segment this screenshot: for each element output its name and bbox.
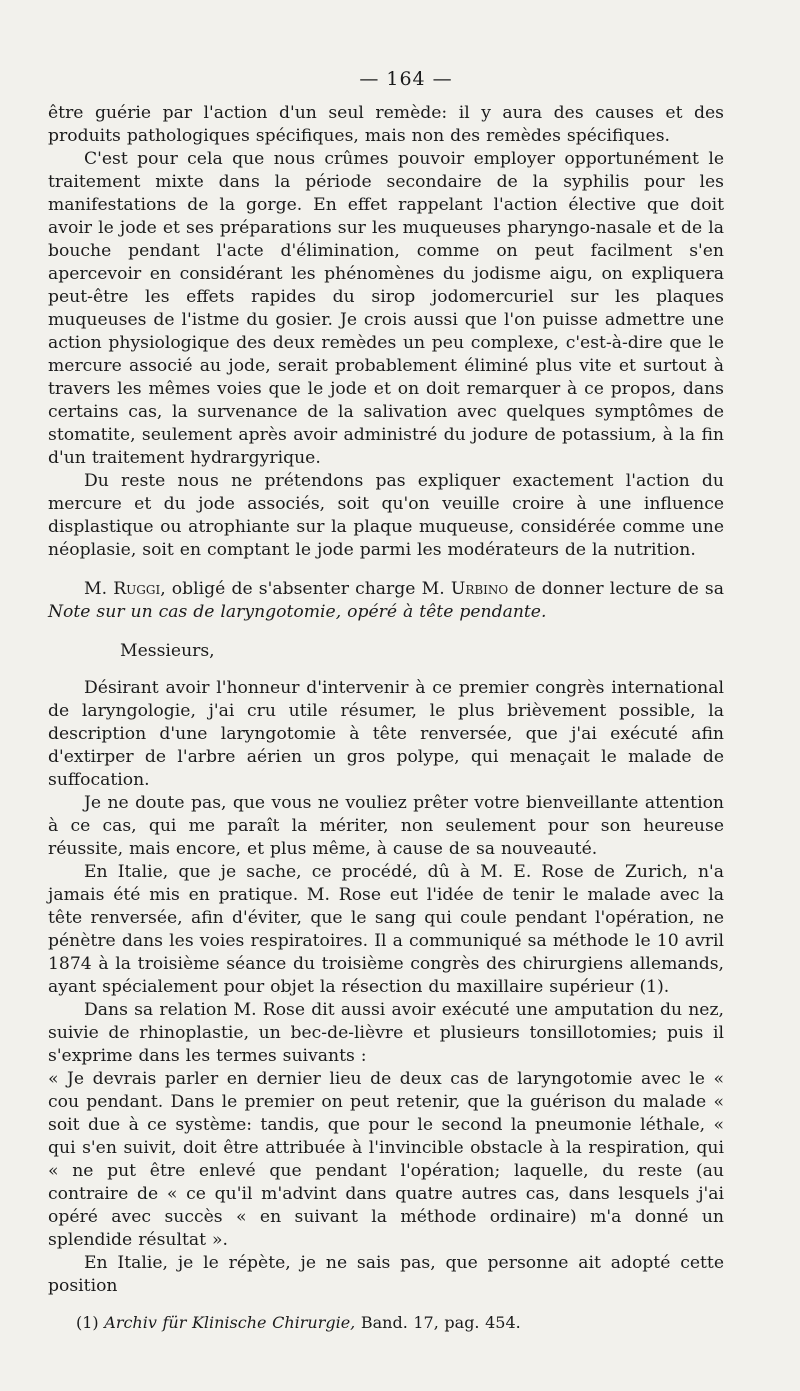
paragraph-mercury-iodine: Du reste nous ne prétendons pas expliquer exactement l'action du mercure et du jode associés, soit qu'on veuille croire à une influence displastique ou atrophiante sur la plaque muqueuse, considérée comme une néoplasie, soit en comptant le jode parmi les modérateurs de la nutrition. <box>48 471 724 560</box>
paragraph-mixed-treatment: C'est pour cela que nous crûmes pouvoir employer opportunément le traitement mixte dans la période secondaire de la syphilis pour les manifestations de la gorge. En effet rappelant l'action élective que doit avoir le jode et ses préparations sur les muqueuses pharyngo-nasale et de la bouche pendant l'acte d'élimination, comme on peut facilment s'en apercevoir en considérant les phénomènes du jodisme aigu, on expliquera peut-être les effets rapides du sirop jodomercuriel sur les plaques muqueuses de l'istme du gosier. Je crois aussi que l'on puisse admettre une action physiologique des deux remèdes un peu complexe, c'est-à-dire que le mercure associé au jode, serait probablement éliminé plus vite et surtout à travers les mêmes voies que le jode et on doit remarquer à ce propos, dans certains cas, la survenance de la salivation avec quelques symptômes de stomatite, seulement après avoir administré du jodure de potassium, à la fin d'un traitement hydrargyrique. <box>48 149 724 468</box>
salutation: Messieurs, <box>120 641 215 661</box>
announcement-suffix: de donner lecture de sa <box>508 579 724 599</box>
paragraph-intro: Désirant avoir l'honneur d'intervenir à ce premier congrès international de laryngologie, j'ai cru utile résumer, le plus brièvement possible, la description d'une laryngotomie à tête renversée, que j'ai exécuté afin d'extirper de l'arbre aérien un gros polype, qui menaçait le malade de suffocation. <box>48 678 724 790</box>
paragraph-rose-method: En Italie, que je sache, ce procédé, dû à M. E. Rose de Zurich, n'a jamais été mis en pratique. M. Rose eut l'idée de tenir le malade avec la tête renversée, afin d'éviter, que le sang qui coule pendant l'opération, ne pénètre dans les voies respiratoires. Il a communiqué sa méthode le 10 avril 1874 à la troisième séance du troisième congrès des chirurgiens allemands, ayant spécialement pour objet la résection du maxillaire supérieur (1). <box>48 862 724 997</box>
announcement-middle: , obligé de s'absenter charge M. <box>160 579 445 599</box>
paragraph-closing: En Italie, je le répète, je ne sais pas, que personne ait adopté cette position <box>48 1253 724 1296</box>
quoted-passage: « Je devrais parler en dernier lieu de deux cas de laryngotomie avec le « cou pendant. Dans le premier on peut retenir, que la guérison du malade « soit due à ce système: tandis, que pour le second la pneumonie léthale, « qui s'en suivit, doit être attribuée à l'invincible obstacle à la respiration, qui « ne put être enlevé que pendant l'opération; laquelle, du reste (au contraire de « ce qu'il m'advint dans quatre autres cas, dans lesquels j'ai opéré avec succès « en suivant la méthode ordinaire) m'a donné un splendide résultat ». <box>48 1069 724 1250</box>
reader-name: Urbino <box>450 579 509 599</box>
announcement-prefix: M. <box>84 579 108 599</box>
footnote-journal: Archiv für Klinische Chirurgie, <box>104 1313 356 1332</box>
announcement <box>48 578 724 624</box>
paragraph-rose-relation: Dans sa relation M. Rose dit aussi avoir exécuté une amputation du nez, suivie de rhinoplastie, un bec-de-lièvre et plusieurs tonsillotomies; puis il s'exprime dans les termes suivants : <box>48 1000 724 1066</box>
note-title: Note sur un cas de laryngotomie, opéré à tête pendante. <box>48 602 547 622</box>
paragraph-continued: être guérie par l'action d'un seul remède: il y aura des causes et des produits pathologiques spécifiques, mais non des remèdes spécifiques. <box>48 103 724 146</box>
footnote <box>48 1312 724 1334</box>
speaker-name: Ruggi <box>113 579 161 599</box>
footnote-marker: (1) <box>76 1313 99 1332</box>
footnote-reference: Band. 17, pag. 454. <box>360 1313 521 1332</box>
page-number: — 164 — <box>359 68 453 90</box>
paragraph-attention: Je ne doute pas, que vous ne vouliez prêter votre bienveillante attention à ce cas, qui me paraît la mériter, non seulement pour son heureuse réussite, mais encore, et plus même, à cause de sa nouveauté. <box>48 793 724 859</box>
